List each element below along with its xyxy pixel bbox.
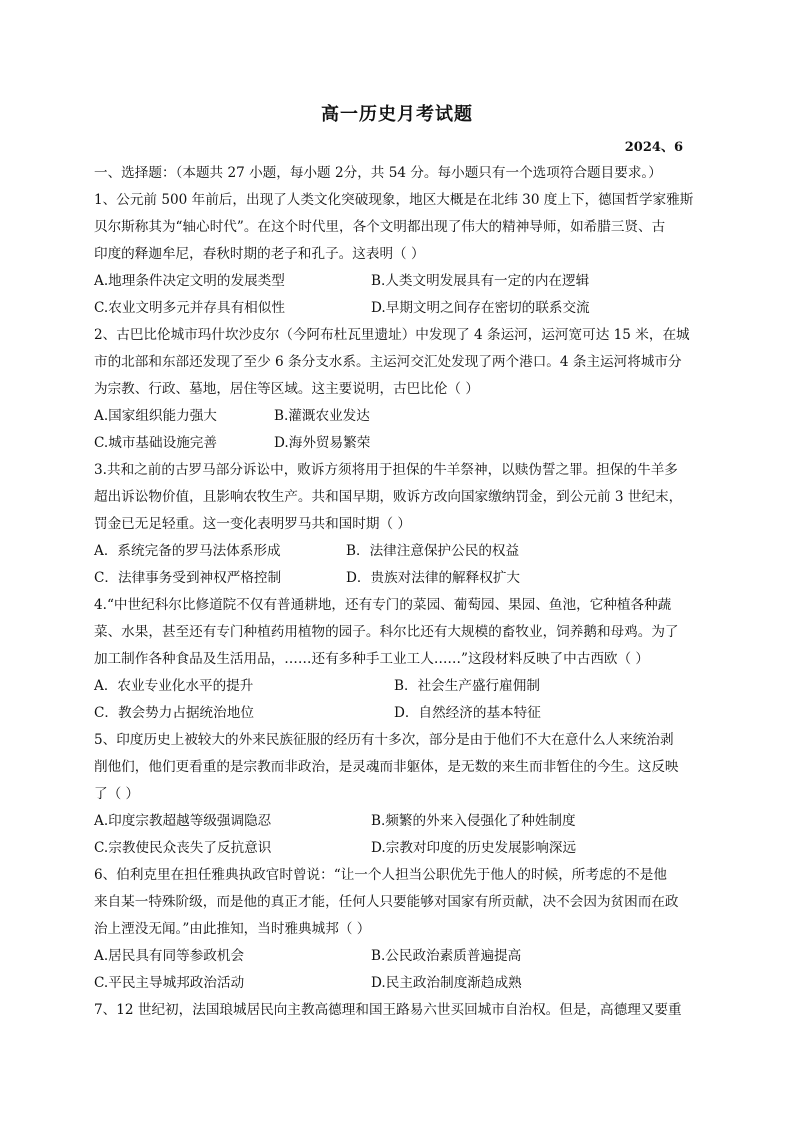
question-3-options-row-2: [94, 565, 706, 592]
question-3-options-row-1: [94, 538, 706, 565]
question-5-line-3: 了（ ）: [94, 786, 140, 802]
question-6-options-row-2: [94, 970, 706, 997]
question-3-option-b: B．法律注意保护公民的权益: [346, 543, 520, 559]
question-1-option-d: D.早期文明之间存在密切的联系交流: [371, 300, 590, 316]
question-4-line-1: 4.“中世纪科尔比修道院不仅有普通耕地，还有专门的菜园、葡萄园、果园、鱼池，它种植各种蔬: [94, 597, 672, 613]
question-2-options-row-2: [94, 430, 706, 457]
question-6-option-b: B.公民政治素质普遍提高: [371, 948, 522, 964]
question-4-option-a: A．农业专业化水平的提升: [94, 678, 254, 694]
question-4-options-row-2: [94, 700, 706, 727]
question-4-option-b: B．社会生产盛行雇佣制: [394, 678, 540, 694]
question-3-line-3: 罚金已无足轻重。这一变化表明罗马共和国时期（ ）: [94, 516, 411, 532]
question-5-line-2: 削他们，他们更看重的是宗教而非政治，是灵魂而非躯体，是无数的来生而非暂住的今生。这反映: [94, 759, 679, 775]
question-5-options-row-2: [94, 835, 706, 862]
question-1-line-1: 1、公元前 500 年前后，出现了人类文化突破现象，地区大概是在北纬 30 度上下，德国哲学家雅斯: [94, 192, 694, 208]
question-2-option-c: C.城市基础设施完善: [94, 435, 217, 451]
question-5-line-1: 5、印度历史上被较大的外来民族征服的经历有十多次，部分是由于他们不大在意什么人来统治剥: [94, 732, 674, 748]
question-1-options-row-1: [94, 268, 706, 295]
question-4-options-row-1: [94, 673, 706, 700]
question-5-options-row-1: [94, 808, 706, 835]
exam-date: 2024、6: [624, 140, 683, 155]
question-6-options-row-1: [94, 943, 706, 970]
question-2-option-a: A.国家组织能力强大: [94, 408, 217, 424]
question-4-option-c: C．教会势力占据统治地位: [94, 705, 254, 721]
question-2-line-2: 市的北部和东部还发现了至少 6 条分支水系。主运河交汇处发现了两个港口。4 条主运河将城市分: [94, 354, 682, 370]
question-6-option-c: C.平民主导城邦政治活动: [94, 975, 245, 991]
question-4-line-2: 菜、水果，甚至还有专门种植药用植物的园子。科尔比还有大规模的畜牧业，饲养鹅和母鸡。为了: [94, 624, 679, 640]
question-5-option-c: C.宗教使民众丧失了反抗意识: [94, 840, 272, 856]
question-7-line-1: 7、12 世纪初，法国琅城居民向主教高德理和国王路易六世买回城市自治权。但是，高德理又要重: [94, 1002, 682, 1018]
question-5-option-b: B.频繁的外来入侵强化了种姓制度: [371, 813, 576, 829]
question-3-option-d: D．贵族对法律的解释权扩大: [346, 570, 521, 586]
question-2-options-row-1: [94, 403, 706, 430]
question-1-line-2: 贝尔斯称其为“轴心时代”。在这个时代里，各个文明都出现了伟大的精神导师，如希腊三贤、古: [94, 219, 666, 235]
question-6-option-a: A.居民具有同等参政机会: [94, 948, 245, 964]
question-6-line-2: 来自某一特殊阶级，而是他的真正才能，任何人只要能够对国家有所贡献，决不会因为贫困而在政: [94, 894, 679, 910]
question-2-line-1: 2、古巴比伦城市玛什坎沙皮尔（今阿布杜瓦里遗址）中发现了 4 条运河，运河宽可达 15 米，在城: [94, 327, 690, 343]
question-2-line-3: 为宗教、行政、墓地，居住等区域。这主要说明，古巴比伦（ ）: [94, 381, 479, 397]
question-2-option-d: D.海外贸易繁荣: [274, 435, 371, 451]
question-5-option-d: D.宗教对印度的历史发展影响深远: [371, 840, 577, 856]
section-header: 一、选择题：（本题共 27 小题，每小题 2分，共 54 分。每小题只有一个选项符合题目要求。）: [94, 165, 662, 181]
question-2-option-b: B.灌溉农业发达: [274, 408, 370, 424]
question-1-options-row-2: [94, 295, 706, 322]
exam-content: [94, 160, 706, 1024]
question-3-line-2: 超出诉讼物价值，且影响农牧生产。共和国早期，败诉方改向国家缴纳罚金，到公元前 3 世纪末，: [94, 489, 683, 505]
question-1-line-3: 印度的释迦牟尼，春秋时期的老子和孔子。这表明（ ）: [94, 246, 425, 262]
question-6-line-1: 6、伯利克里在担任雅典执政官时曾说：“让一个人担当公职优先于他人的时候，所考虑的不是他: [94, 867, 667, 883]
question-1-option-c: C.农业文明多元并存具有相似性: [94, 300, 285, 316]
question-4-line-3: 加工制作各种食品及生活用品，……还有多种手工业工人……”这段材料反映了中古西欧（ ）: [94, 651, 650, 667]
question-3-option-c: C．法律事务受到神权严格控制: [94, 570, 282, 586]
question-4-option-d: D．自然经济的基本特征: [394, 705, 541, 721]
question-6-option-d: D.民主政治制度渐趋成熟: [371, 975, 522, 991]
question-6-line-3: 治上湮没无闻。”由此推知，当时雅典城邦（ ）: [94, 921, 371, 937]
question-3-line-1: 3.共和之前的古罗马部分诉讼中，败诉方须将用于担保的牛羊祭神，以赎伪誓之罪。担保的牛羊多: [94, 462, 678, 478]
question-1-option-b: B.人类文明发展具有一定的内在逻辑: [371, 273, 590, 289]
page-title: 高一历史月考试题: [321, 104, 473, 125]
question-5-option-a: A.印度宗教超越等级强调隐忍: [94, 813, 272, 829]
question-3-option-a: A．系统完备的罗马法体系形成: [94, 543, 281, 559]
question-1-option-a: A.地理条件决定文明的发展类型: [94, 273, 285, 289]
